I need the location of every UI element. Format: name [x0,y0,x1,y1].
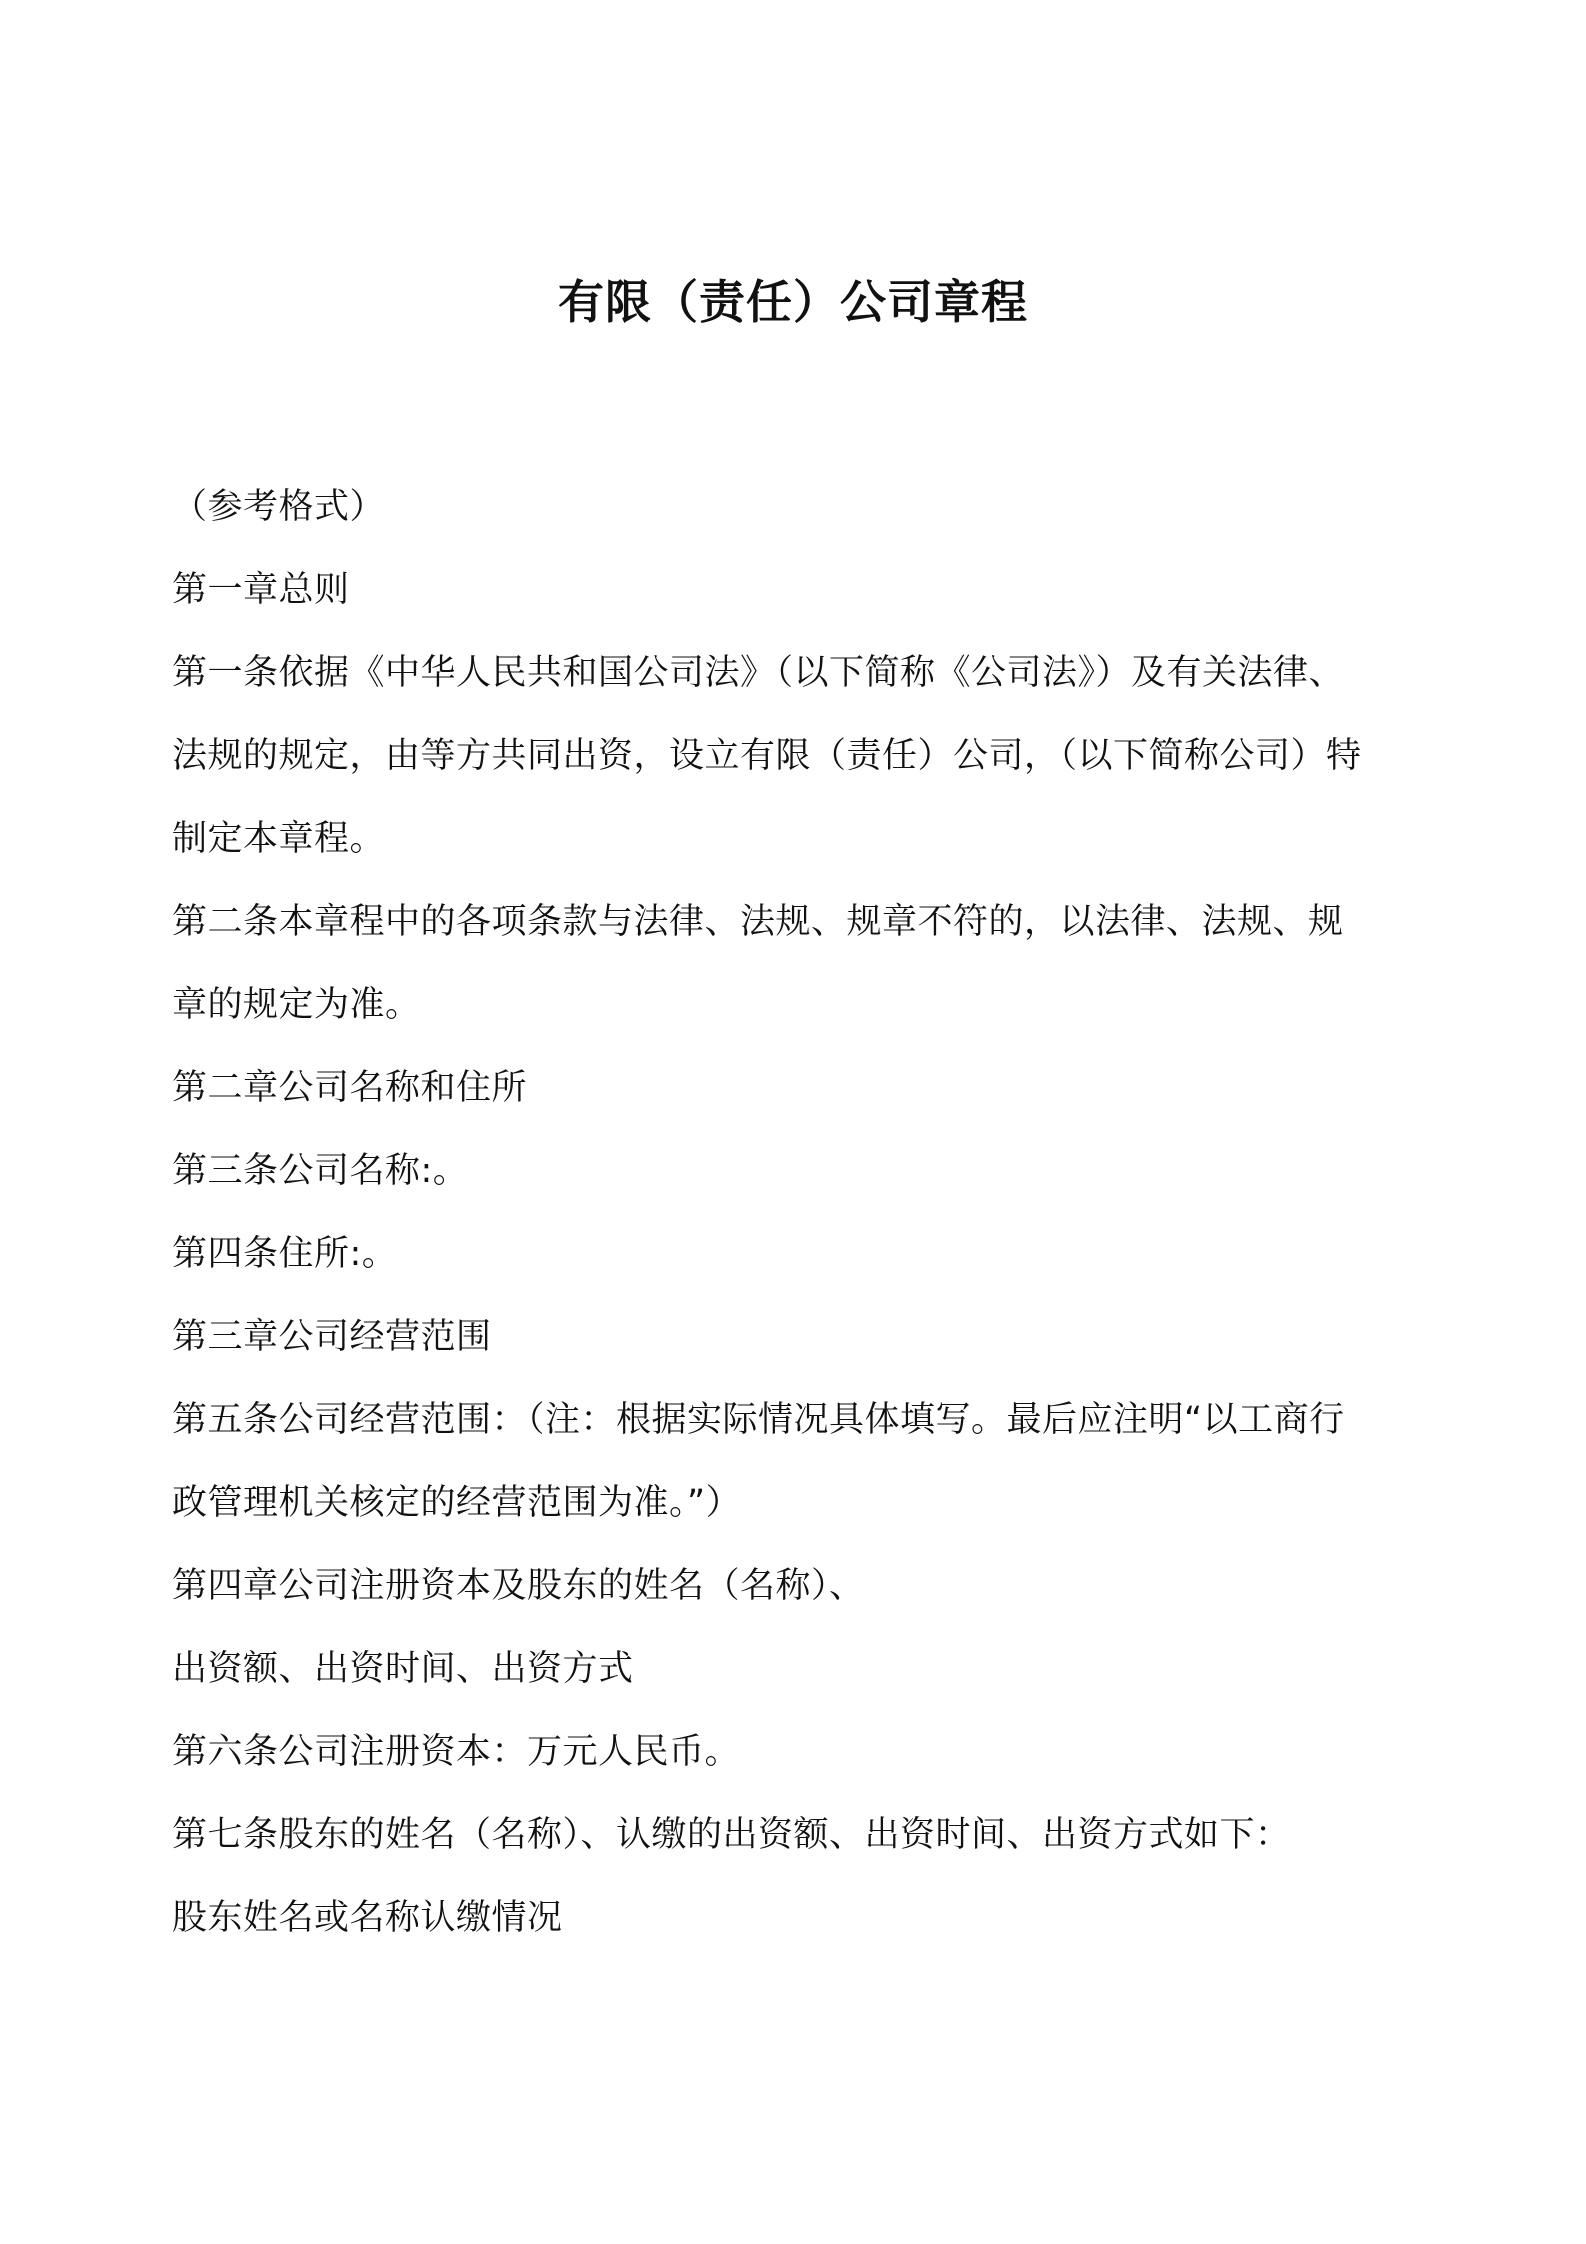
chapter-heading: 第三章公司经营范围 [172,1317,492,1357]
chapter-heading: 第一章总则 [172,570,350,610]
chapter-heading: 第二章公司名称和住所 [172,1068,528,1108]
paragraph-line: 第三条公司名称:。 [172,1151,469,1191]
paragraph-line: 制定本章程。 [172,819,386,859]
format-note: （参考格式） [172,487,386,527]
paragraph-line: 股东姓名或名称认缴情况 [172,1898,563,1938]
chapter-heading: 第四章公司注册资本及股东的姓名（名称）、 [172,1566,865,1606]
document-title: 有限（责任）公司章程 [558,275,1028,329]
paragraph-line: 第二条本章程中的各项条款与法律、法规、规章不符的，以法律、法规、规 [172,902,1344,942]
paragraph-line: 章的规定为准。 [172,985,421,1025]
paragraph-line: 第四条住所:。 [172,1234,398,1274]
paragraph-line: 第一条依据《中华人民共和国公司法》（以下简称《公司法》）及有关法律、 [172,653,1345,693]
document-body [172,466,1432,1960]
chapter-heading: 出资额、出资时间、出资方式 [172,1649,634,1689]
paragraph-line: 第七条股东的姓名（名称）、认缴的出资额、出资时间、出资方式如下： [172,1815,1291,1855]
paragraph-line: 政管理机关核定的经营范围为准。”） [172,1483,742,1523]
paragraph-line: 第五条公司经营范围：（注：根据实际情况具体填写。最后应注明“以工商行 [172,1400,1345,1440]
paragraph-line: 法规的规定，由等方共同出资，设立有限（责任）公司，（以下简称公司）特 [172,736,1362,776]
paragraph-line: 第六条公司注册资本：万元人民币。 [172,1732,741,1772]
